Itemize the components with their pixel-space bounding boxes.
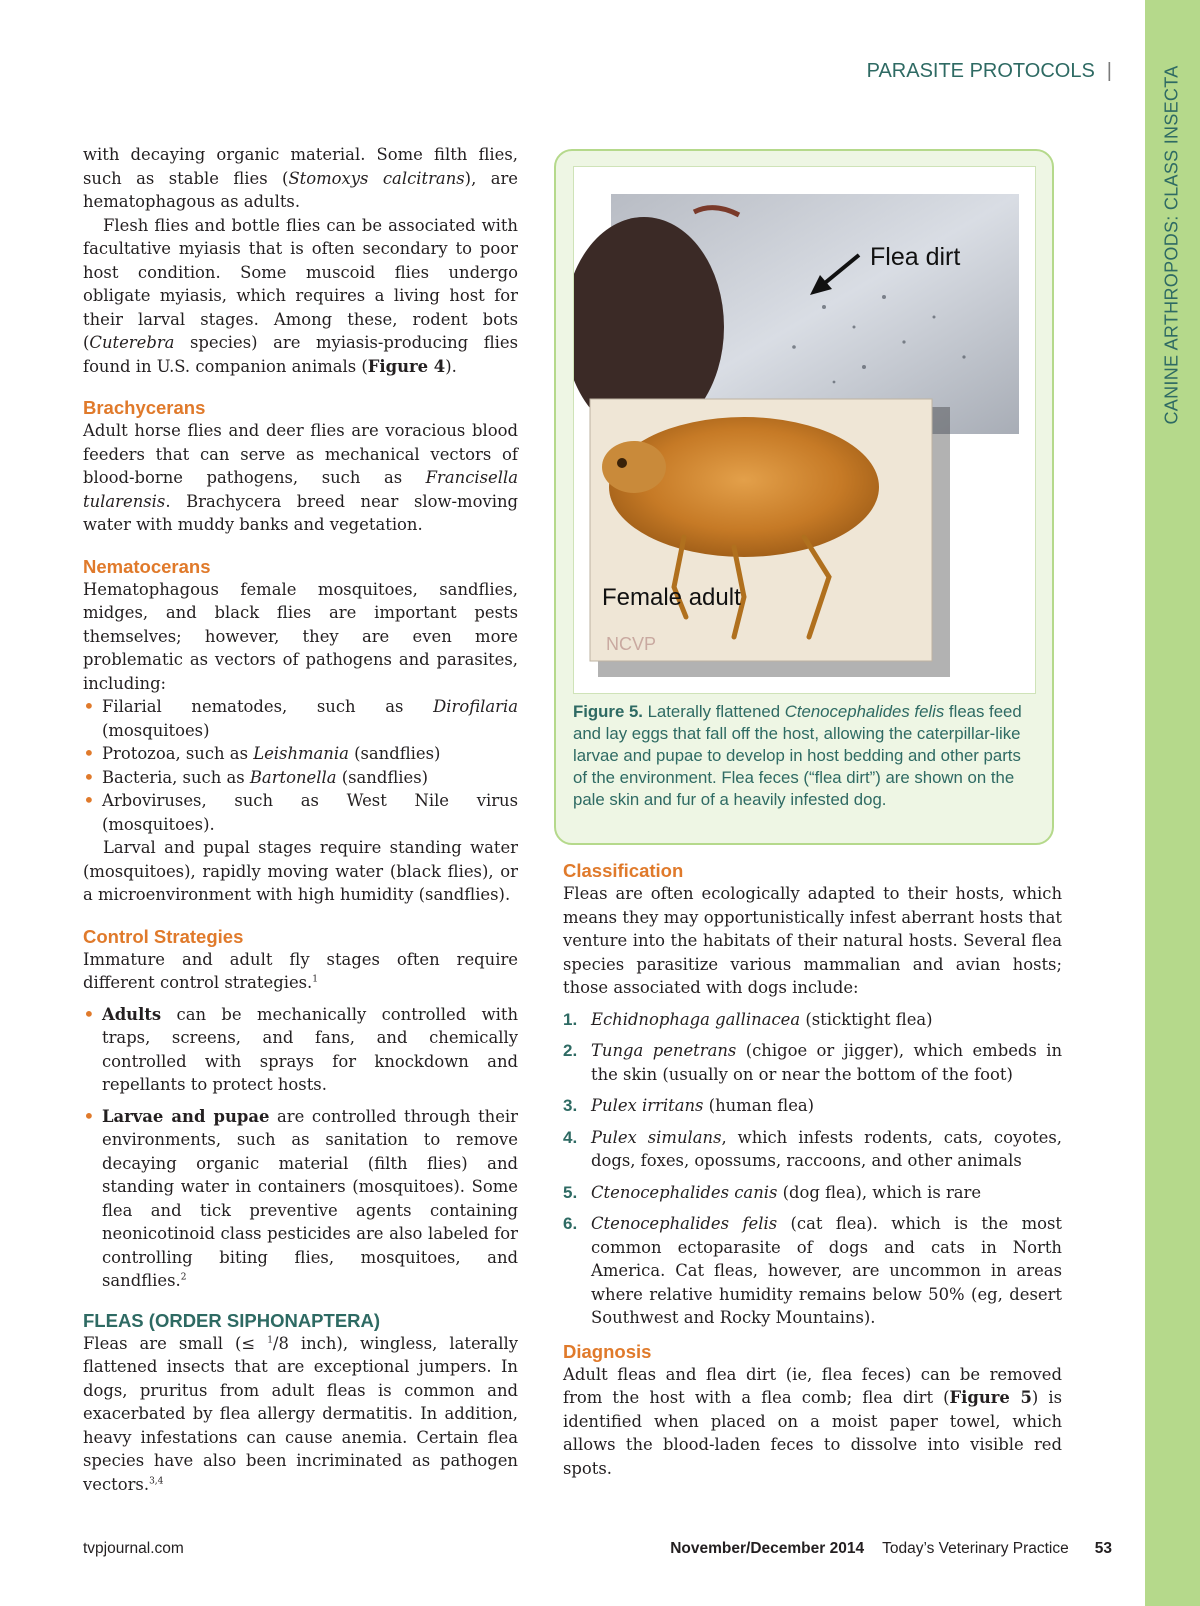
footer-publication: Today’s Veterinary Practice (882, 1540, 1069, 1557)
running-head (867, 60, 1112, 83)
flea-species-list (563, 1008, 1062, 1330)
figure-photo-frame (573, 166, 1036, 694)
control-paragraph: Immature and adult fly stages often require different control strategies.$^1$ (83, 949, 518, 992)
side-tab-label: CANINE ARTHROPODS: CLASS INSECTA (1161, 65, 1182, 425)
brachycerans-heading: Brachycerans (83, 397, 206, 418)
fleas-heading: FLEAS (ORDER SIPHONAPTERA) (83, 1309, 381, 1331)
classification-heading: Classification (563, 860, 684, 881)
vector-list (83, 695, 518, 836)
control-heading: Control Strategies (83, 925, 244, 947)
list-item: • Larvae and pupae are controlled through their environments, such as sanitation to remove decaying organic material (filth flies) and standing water in containers (mosquitoes). Some flea and tick preventive agents containing neonicotinoid class pesticides are also labeled for controlling biting flies, mosquitoes, and sandflies.$^2$ (83, 1105, 518, 1293)
classification-paragraph: Fleas are often ecologically adapted to their hosts, which means they may opportunistically infest aberrant hosts that venture into the habitats of their natural hosts. Several flea species parasitize various mammalian and avian hosts; those associated with dogs include: (563, 884, 1062, 997)
list-item: 6. Ctenocephalides felis (cat flea). which is the most common ectoparasite of dogs and cats in North America. Cat fleas, however, are uncommon in areas where relative humidity remains below 50% (eg, desert Southwest and Rocky Mountains). (563, 1214, 1063, 1327)
diagnosis-heading: Diagnosis (563, 1340, 652, 1362)
flea-eye (617, 458, 627, 468)
list-item: • Adults can be mechanically controlled with traps, screens, and fans, and chemically controlled with sprays for knockdown and repellants to protect hosts. (83, 1003, 518, 1097)
right-column (563, 149, 1062, 1480)
figure-5 (554, 149, 1054, 845)
left-column (83, 143, 518, 1496)
list-item: • Bacteria, such as Bartonella (sandflies) (83, 766, 518, 790)
footer-info (670, 1540, 1112, 1558)
larval-paragraph: Larval and pupal stages require standing water (mosquitoes), rapidly moving water (black flies), or a microenvironment with high humidity (sandflies). (83, 838, 518, 904)
nematocerans-paragraph: Hematophagous female mosquitoes, sandflies, midges, and black flies are important pests themselves; however, they are even more problematic as vectors of pathogens and parasites, including: (83, 579, 518, 693)
running-head-title: PARASITE PROTOCOLS (866, 60, 1095, 82)
female-adult-label: Female adult (602, 584, 741, 611)
list-item: • Protozoa, such as Leishmania (sandflies) (83, 742, 518, 766)
diagnosis-paragraph: Adult fleas and flea dirt (ie, flea feces) can be removed from the host with a flea comb; flea dirt (Figure 5) is identified when placed on a moist paper towel, which allows the blood-laden feces to dissolve into visible red spots. (563, 1364, 1062, 1478)
list-item: 1. Echidnophaga gallinacea (sticktight flea) (563, 1009, 933, 1029)
control-list (83, 1003, 518, 1293)
nematocerans-heading: Nematocerans (83, 555, 211, 577)
flea-dirt-label: Flea dirt (870, 243, 961, 271)
brachycerans-paragraph: Adult horse flies and deer flies are voracious blood feeders that can serve as mechanical vectors of blood-borne pathogens, such as Francisella tularensis. Brachycera breed near slow-moving water with muddy banks and vegetation. (83, 421, 518, 534)
running-head-divider: | (1106, 60, 1112, 82)
list-item: 5. Ctenocephalides canis (dog flea), which is rare (563, 1182, 982, 1202)
flea-head (602, 441, 666, 493)
figure-caption: Figure 5. Laterally flattened Ctenocephalides felis fleas feed and lay eggs that fall off the host, allowing the caterpillar-like larvae and pupae to develop in host bedding and other parts of the environment. Flea feces (“flea dirt”) are shown on the pale skin and fur of a heavily infested dog. (573, 702, 1022, 809)
fleas-paragraph: Fleas are small (≤ $^1$/8 inch), wingless, laterally flattened insects that are exceptional jumpers. In dogs, pruritus from adult fleas is common and exacerbated by flea allergy dermatitis. In addition, heavy infestations can cause anemia. Certain flea species have also been incriminated as pathogen vectors.$^{3,4}$ (83, 1333, 518, 1494)
list-item: • Filarial nematodes, such as Dirofilaria (mosquitoes) (83, 695, 518, 742)
page-number: 53 (1094, 1540, 1112, 1557)
list-item: 2. Tunga penetrans (chigoe or jigger), which embeds in the skin (usually on or near the bottom of the foot) (563, 1041, 1062, 1084)
list-item: 4. Pulex simulans, which infests rodents, cats, coyotes, dogs, foxes, opossums, raccoons, and other animals (563, 1127, 1063, 1170)
intro-paragraph: with decaying organic material. Some filth flies, such as stable flies (Stomoxys calcitrans), are hematophagous as adults. (83, 145, 519, 211)
flesh-flies-paragraph: Flesh flies and bottle flies can be associated with facultative myiasis that is often secondary to poor host condition. Some muscoid flies undergo obligate myiasis, which requires a living host for their larval stages. Among these, rodent bots (Cuterebra species) are myiasis-producing flies found in U.S. companion animals (Figure 4). (83, 215, 518, 376)
footer-date: November/December 2014 (670, 1540, 865, 1557)
list-item: 3. Pulex irritans (human flea) (563, 1096, 815, 1115)
list-item: • Arboviruses, such as West Nile virus (mosquitoes). (83, 789, 518, 836)
ncvp-watermark: NCVP (606, 634, 657, 654)
footer-website: tvpjournal.com (83, 1540, 184, 1557)
figure-photo (574, 167, 1035, 693)
